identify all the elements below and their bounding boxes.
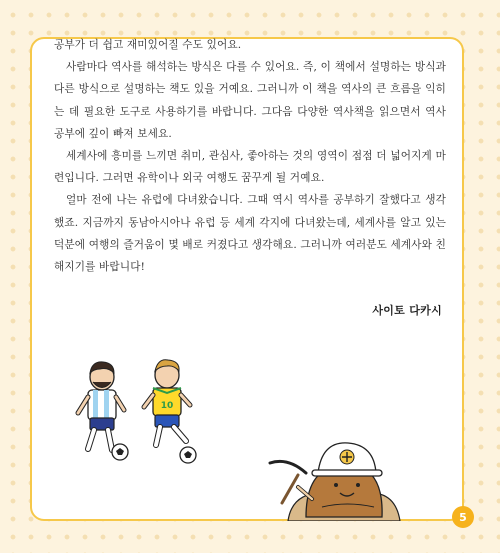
mole-miner-illustration: [262, 437, 402, 521]
page-number-badge: 5: [452, 506, 474, 528]
pickaxe-icon: [270, 461, 306, 503]
author-signature: 사이토 다카시: [372, 304, 442, 317]
soccer-player-yellow: [144, 360, 190, 445]
hard-hat-icon: [312, 443, 382, 476]
paragraph-4: 얼마 전에 나는 유럽에 다녀왔습니다. 그때 역시 역사를 공부하기 잘했다고 생각했죠. 지금까지 동남아시아나 유럽 등 세계 각지에 다녀왔는데, 세계사를 알고 있는 덕분에 여행의 즐거움이 몇 배로 커졌다고 생각해요. 그러니까 여러분도 세계사와 친해지기를 바랍니다!: [54, 194, 446, 274]
soccer-ball: [112, 444, 128, 460]
soccer-player-striped: [78, 362, 124, 450]
soccer-ball: [180, 447, 196, 463]
jersey-number: 10: [160, 401, 174, 411]
soccer-players-illustration: [70, 355, 215, 470]
body-text: [54, 34, 446, 278]
paragraph-2: 사람마다 역사를 해석하는 방식은 다를 수 있어요. 즉, 이 책에서 설명하는 방식과 다른 방식으로 설명하는 책도 있을 거예요. 그러니까 이 책을 역사의 큰 흐름을 익히는 데 필요한 도구로 사용하기를 바랍니다. 그다음 다양한 역사책을 읽으면서 역사 공부에 깊이 빠져 보세요.: [54, 61, 446, 140]
paragraph-1: 공부가 더 쉽고 재미있어질 수도 있어요.: [54, 39, 242, 51]
paragraph-3: 세계사에 흥미를 느끼면 취미, 관심사, 좋아하는 것의 영역이 점점 더 넓어지게 마련입니다. 그러면 유학이나 외국 여행도 꿈꾸게 될 거예요.: [54, 150, 446, 185]
